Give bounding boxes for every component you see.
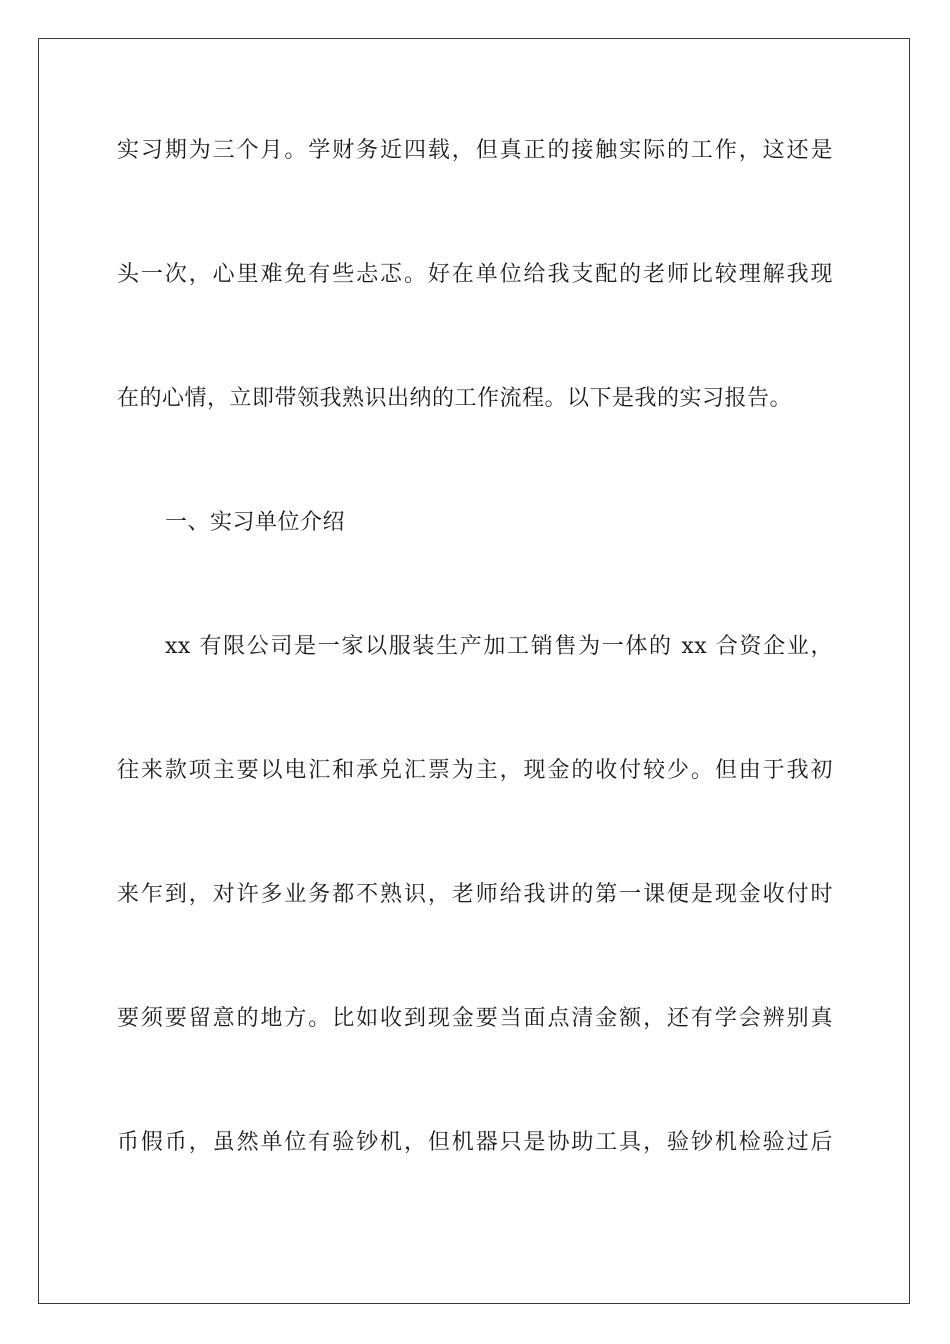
paragraph-line-7: 要须要留意的地方。比如收到现金要当面点清金额，还有学会辨别真 [117, 1006, 833, 1031]
section-heading: 一、实习单位介绍 [165, 510, 346, 535]
page-border [38, 38, 910, 1304]
paragraph-line-5: 往来款项主要以电汇和承兑汇票为主，现金的收付较少。但由于我初 [117, 758, 833, 783]
paragraph-line-3: 在的心情，立即带领我熟识出纳的工作流程。以下是我的实习报告。 [117, 386, 793, 411]
paragraph-line-1: 实习期为三个月。学财务近四载，但真正的接触实际的工作，这还是 [117, 138, 833, 163]
paragraph-line-4: xx 有限公司是一家以服装生产加工销售为一体的 xx 合资企业， [165, 634, 833, 659]
paragraph-line-6: 来乍到，对许多业务都不熟识，老师给我讲的第一课便是现金收付时 [117, 882, 833, 907]
paragraph-line-2: 头一次，心里难免有些忐忑。好在单位给我支配的老师比较理解我现 [117, 262, 833, 287]
paragraph-line-8: 币假币，虽然单位有验钞机，但机器只是协助工具，验钞机检验过后 [117, 1130, 833, 1155]
